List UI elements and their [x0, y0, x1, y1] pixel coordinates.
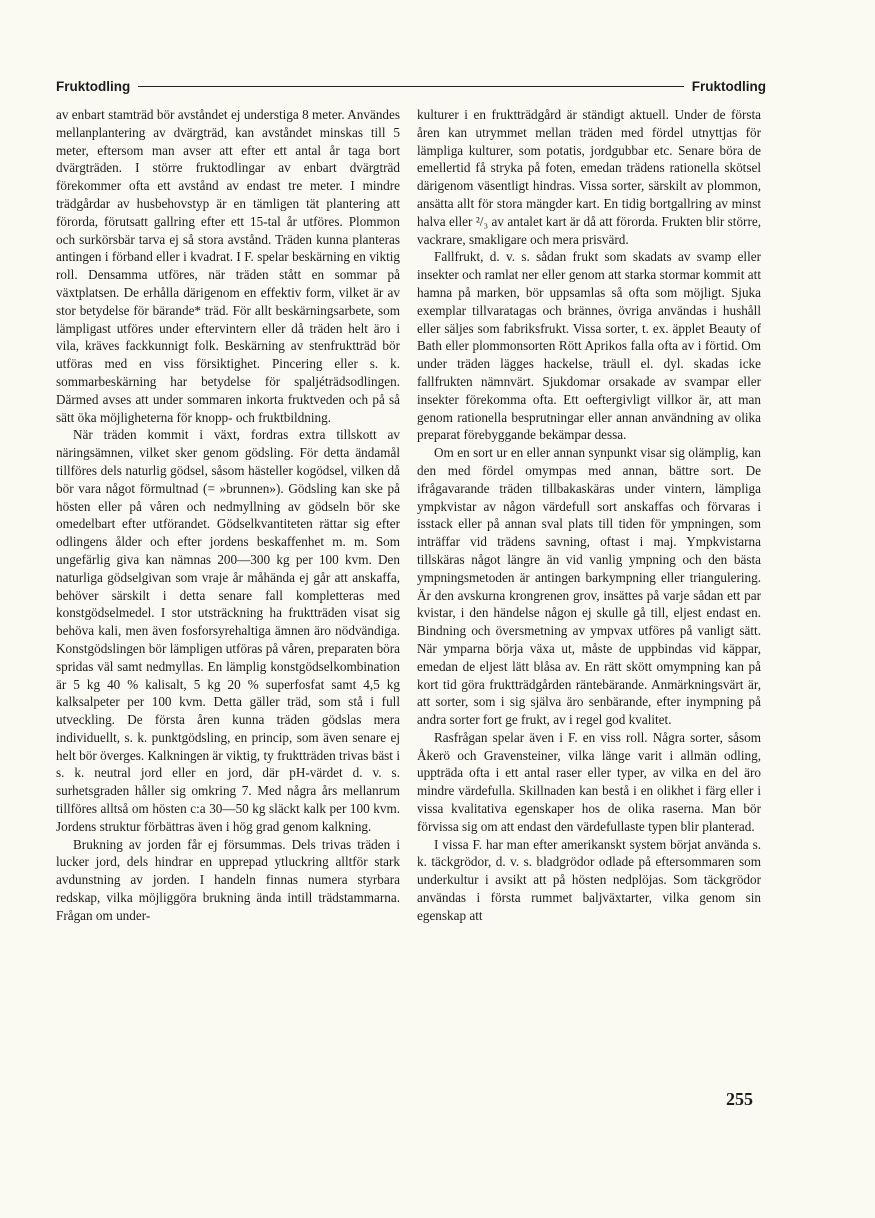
page-number: 255: [726, 1089, 753, 1109]
left-column: [56, 106, 400, 925]
running-head-right: Fruktodling: [691, 78, 766, 94]
running-head-left: Fruktodling: [56, 78, 131, 94]
paragraph: Brukning av jorden får ej försummas. Dels trivas träden i lucker jord, dels hindrar en upprepad ytluckring alltför stark avdunstning av jorden. I handeln finnas numera styrbara redskap, vilka möjliggöra brukning ända intill trädstammarna. Frågan om under-: [56, 836, 400, 923]
header-rule: [138, 86, 684, 87]
paragraph: Fallfrukt, d. v. s. sådan frukt som skadats av svamp eller insekter och ramlat ner eller genom att starka stormar kommit att hamna på marken, bör uppsamlas så ofta som möjligt. Sjuka exemplar tillvaratagas och brännes, övriga användas i hushåll eller säljes som fabriksfrukt. Vissa sorter, t. ex. äpplet Beauty of Bath eller plommonsorten Rött Aprikos falla ofta av i förtid. Om under träden lägges hackelse, träull el. dyl. skadas icke fallfrukten nämnvärt. Sjukdomar orsakade av svampar eller insekter förekomma ofta. Ett oeftergivligt villkor är, att man genom rationella besprutningar eller annan användning av olika preparat förebyggande bekämpar dessa.: [417, 249, 761, 443]
paragraph: av enbart stamträd bör avståndet ej understiga 8 meter. Användes mellanplantering av dvärgträd, kan avståndet minskas till 5 meter, eftersom man avser att efter ett antal år taga bort dvärgträden. I större fruktodlingar av enbart dvärgträd förekommer ofta ett avstånd av endast tre meter. I mindre trädgårdar av husbehovstyp är en tämligen tät plantering att förorda, förutsatt gallring efter ett 15-tal år utföres. Plommon och surkörsbär tarva ej så stora avstånd. Träden kunna planteras antingen i förband eller i kvadrat. I F. spelar beskärning en viktig roll. Densamma utföres, när träden stått en sommar på växtplatsen. De erhålla därigenom en effektiv form, vilket är av stor betydelse för bärande* träd. För allt beskärningsarbete, som lämpligast utföres under eftervintern eller då träden helt äro i vila, kräves fackkunnigt folk. Beskärning av stenfruktträd bör utföras med en viss försiktighet. Pincering eller s. k. sommarbeskärning har betydelse för spaljéträdsodlingen. Därmed avses att under sommaren inkorta fruktveden och på så sätt öka möjligheterna för knopp- och fruktbildning.: [56, 107, 400, 425]
right-column: [417, 106, 761, 925]
paragraph: Om en sort ur en eller annan synpunkt visar sig olämplig, kan den med fördel omympas med annan, bättre sort. De ifrågavarande träden tillbakaskäras under vintern, lämpliga ympkvistar av någon värdefull sort anskaffas och förvaras i isstack eller på annan sval plats till tiden för ympningen, som inträffar vid trädens savning, oftast i maj. Ympkvistarna tillskäras något längre än vid vanlig ympning och den bästa ympningsmetoden är antingen barkympning eller triangulering. Är den avskurna krongrenen grov, insättes på varje sådan ett par kvistar, i den händelse någon ej skulle gå till, eljest endast en. Bindning och översmetning av ympvax utföres på vanligt sätt. När ymparna börja växa ut, måste de uppbindas vid käppar, emedan de eljest lätt blåsa av. En rätt skött omympning kan på kort tid göra fruktträdgården räntebärande. Anmärkningsvärt är, att sorter, som i sig själva äro senbärande, efter inympning på andra sorter fort ge frukt, av i regel god kvalitet.: [417, 445, 761, 728]
paragraph: I vissa F. har man efter amerikanskt system börjat använda s. k. täckgrödor, d. v. s. bladgrödor odlade på eftersommaren som underkultur i avsikt att på hösten nedplöjas. Som täckgrödor användas i första rummet baljväxtarter, vilka genom sin egenskap att: [417, 836, 761, 923]
page-header: [56, 76, 766, 96]
paragraph: Rasfrågan spelar även i F. en viss roll. Några sorter, såsom Åkerö och Gravensteiner, vilka länge varit i allmän odling, uppträda ofta i ett antal raser eller typer, av vilka en del äro mindre värdefulla. Skillnaden kan bestå i en olikhet i färg eller i vissa kvalitativa egenskaper hos de olika raserna. Man bör förvissa sig om att endast den värdefullaste typen blir planterad.: [417, 729, 761, 834]
paragraph: När träden kommit i växt, fordras extra tillskott av näringsämnen, vilket sker genom gödsling. För detta ändamål tillföres dels naturlig gödsel, såsom hästeller kogödsel, vilken då bör vara något förmultnad (= »brunnen»). Gödsling kan ske på hösten eller på våren och nedmyllning av gödseln bör ske omedelbart efter utförandet. Gödselkvantiteten rättar sig efter odlingens ålder och efter jordens beskaffenhet m. m. Som ungefärlig giva kan nämnas 200—300 kg per 100 kvm. Den naturliga gödselgivan som vraje år måhända ej går att anskaffa, behöver särskilt i detta senare fall kompletteras med konstgödselmedel. I stor utsträckning ha fruktträden visat sig behöva kali, men även fosforsyrehaltiga ämnen äro nödvändiga. Konstgödslingen bör lämpligen utföras på våren, preparaten böra spridas väl samt nedmyllas. En lämplig konstgödselkombination är 5 kg 40 % kalisalt, 5 kg 20 % superfosfat samt 4,5 kg kalksalpeter per 100 kvm. Detta gäller träd, som stå i full utveckling. De första åren kunna träden gödslas mera individuellt, s. k. punktgödsling, en princip, som även senare ej helt bör överges. Kalkningen är viktig, ty fruktträden trivas bäst i s. k. neutral jord eller en jord, där pH-värdet d. v. s. surhetsgraden håller sig omkring 7. Med några års mellanrum tillföres alltså om hösten c:a 30—50 kg släckt kalk per 100 kvm. Jordens struktur förbättras även i hög grad genom kalkning.: [56, 427, 400, 834]
paragraph: kulturer i en fruktträdgård är ständigt aktuell. Under de första åren kan utrymmet mellan träden med fördel utnyttjas för lämpliga kulturer, som potatis, jordgubbar etc. Senare böra de emellertid få stryka på foten, emedan trädens rationella skötsel därigenom väsentligt hindras. Vissa sorter, särskilt av plommon, ansätta allt för stora mängder kart. En tidig bortgallring av minst halva eller ²/₃ av antalet kart är då att förorda. Frukten blir större, vackrare, smakligare och mera prisvärd.: [417, 107, 761, 247]
